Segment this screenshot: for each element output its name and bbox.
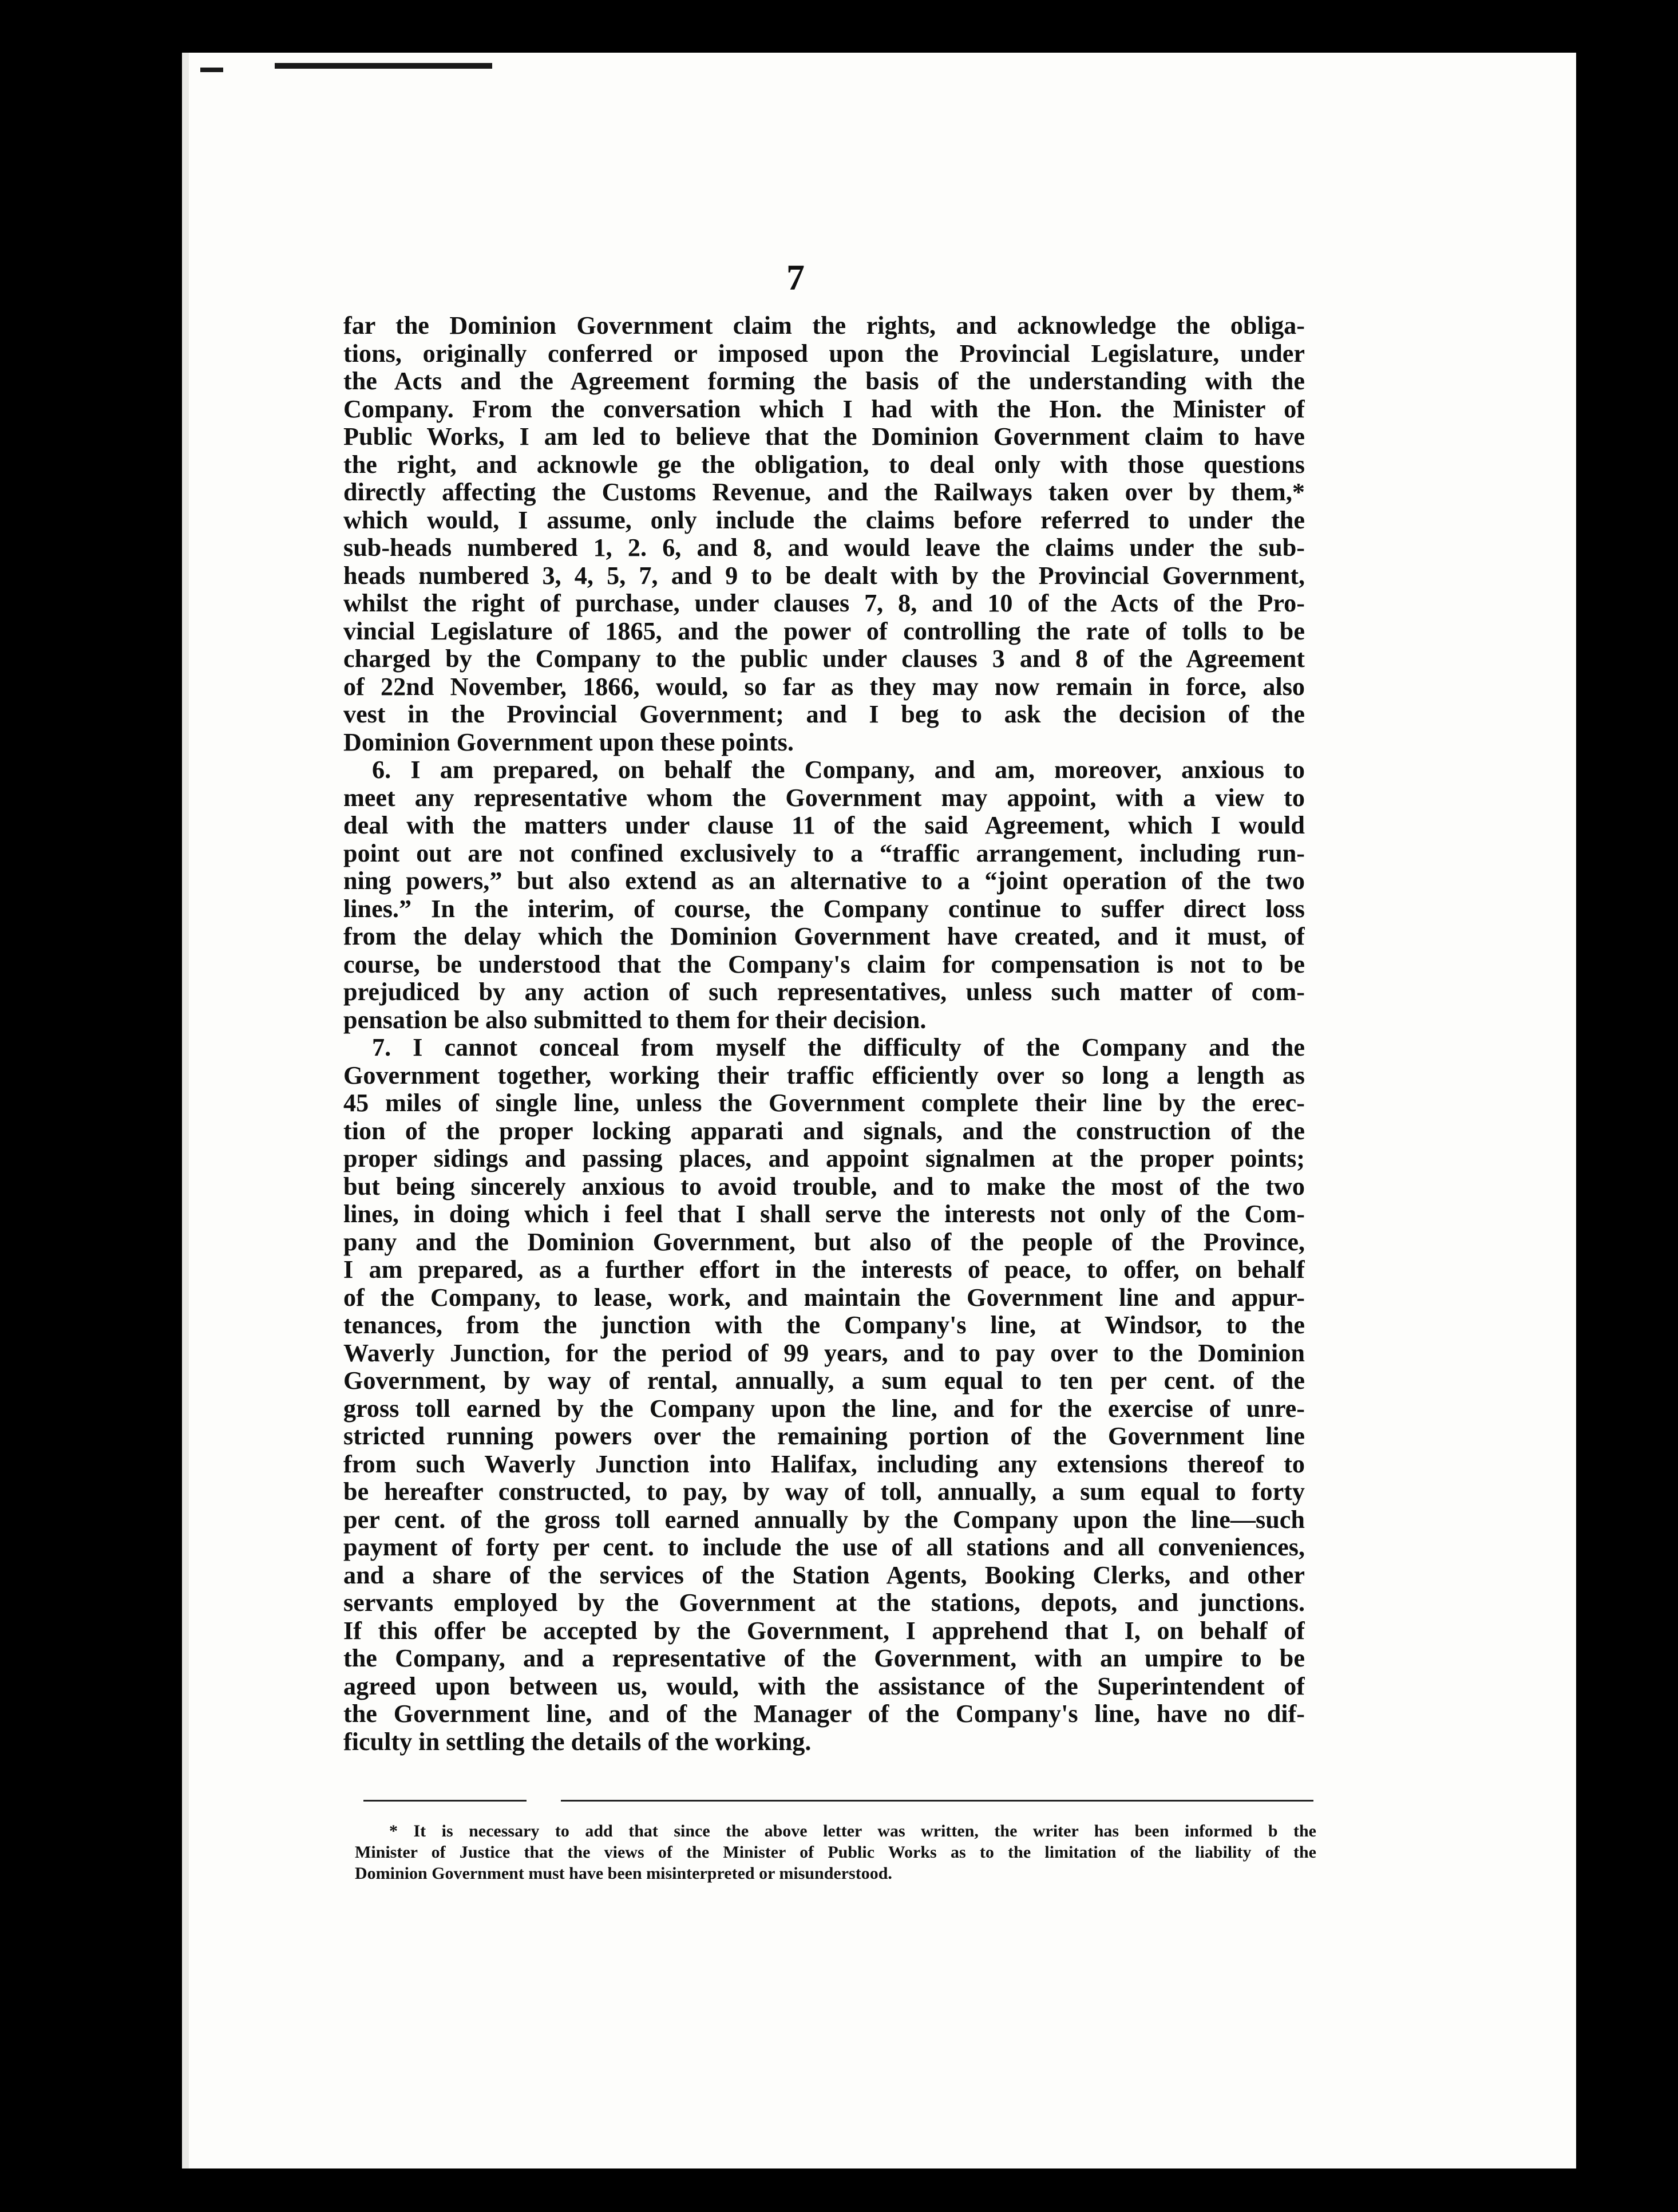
text-line: Waverly Junction, for the period of 99 years, and to pay over to the Dominion bbox=[343, 1339, 1305, 1367]
text-line: the Government line, and of the Manager of the Company's line, have no dif- bbox=[343, 1700, 1305, 1728]
text-line: tion of the proper locking apparati and signals, and the construction of the bbox=[343, 1117, 1305, 1145]
footnote-line: Minister of Justice that the views of the Minister of Public Works as to the limitation of the liability of the bbox=[355, 1843, 1316, 1862]
text-line: 6. I am prepared, on behalf the Company, and am, moreover, anxious to bbox=[372, 756, 1305, 784]
footnote-rule bbox=[561, 1800, 1313, 1802]
footnote-line: Dominion Government must have been misinterpreted or misunderstood. bbox=[355, 1864, 892, 1883]
text-line: meet any representative whom the Government may appoint, with a view to bbox=[343, 784, 1305, 812]
text-line: tions, originally conferred or imposed upon the Provincial Legislature, under bbox=[343, 339, 1305, 368]
text-line: from the delay which the Dominion Government have created, and it must, of bbox=[343, 923, 1305, 950]
page-number: 7 bbox=[786, 257, 805, 298]
text-line: proper sidings and passing places, and appoint signalmen at the proper points; bbox=[343, 1145, 1305, 1172]
text-line: far the Dominion Government claim the rights, and acknowledge the obliga- bbox=[343, 312, 1305, 339]
text-line: the Company, and a representative of the Government, with an umpire to be bbox=[343, 1645, 1305, 1672]
text-line: directly affecting the Customs Revenue, and the Railways taken over by them,* bbox=[343, 479, 1305, 506]
text-line: agreed upon between us, would, with the assistance of the Superintendent of bbox=[343, 1672, 1305, 1700]
text-line: Dominion Government upon these points. bbox=[343, 728, 794, 756]
text-line: vest in the Provincial Government; and I beg to ask the decision of the bbox=[343, 701, 1305, 728]
text-line: If this offer be accepted by the Government, I apprehend that I, on behalf of bbox=[343, 1617, 1305, 1645]
text-line: Public Works, I am led to believe that the Dominion Government claim to have bbox=[343, 423, 1305, 451]
text-line: and a share of the services of the Station Agents, Booking Clerks, and other bbox=[343, 1561, 1305, 1589]
text-line: tenances, from the junction with the Company's line, at Windsor, to the bbox=[343, 1312, 1305, 1339]
text-line: whilst the right of purchase, under clauses 7, 8, and 10 of the Acts of the Pro- bbox=[343, 590, 1305, 617]
text-line: point out are not confined exclusively to a “traffic arrangement, including run- bbox=[343, 839, 1305, 867]
text-line: gross toll earned by the Company upon the line, and for the exercise of unre- bbox=[343, 1395, 1305, 1423]
text-line: the Acts and the Agreement forming the basis of the understanding with the bbox=[343, 368, 1305, 395]
text-line: ficulty in settling the details of the working. bbox=[343, 1728, 812, 1756]
scan-mark bbox=[200, 68, 223, 72]
text-line: sub-heads numbered 1, 2. 6, and 8, and would leave the claims under the sub- bbox=[343, 534, 1305, 562]
text-line: 7. I cannot conceal from myself the difficulty of the Company and the bbox=[372, 1034, 1305, 1061]
text-line: of 22nd November, 1866, would, so far as they may now remain in force, also bbox=[343, 673, 1305, 701]
text-line: which would, I assume, only include the claims before referred to under the bbox=[343, 506, 1305, 534]
body-text bbox=[343, 312, 1305, 1756]
footnote-rule bbox=[363, 1800, 527, 1802]
text-line: deal with the matters under clause 11 of the said Agreement, which I would bbox=[343, 812, 1305, 839]
text-line: the right, and acknowle ge the obligation, to deal only with those questions bbox=[343, 451, 1305, 479]
text-line: I am prepared, as a further effort in the interests of peace, to offer, on behalf bbox=[343, 1256, 1305, 1283]
footnote-line: * It is necessary to add that since the above letter was written, the writer has been informed b the bbox=[389, 1822, 1316, 1840]
text-line: be hereafter constructed, to pay, by way of toll, annually, a sum equal to forty bbox=[343, 1478, 1305, 1506]
text-line: per cent. of the gross toll earned annually by the Company upon the line—such bbox=[343, 1506, 1305, 1534]
text-line: from such Waverly Junction into Halifax, including any extensions thereof to bbox=[343, 1450, 1305, 1478]
text-line: servants employed by the Government at the stations, depots, and junctions. bbox=[343, 1589, 1305, 1617]
text-line: prejudiced by any action of such representatives, unless such matter of com- bbox=[343, 978, 1305, 1006]
scan-mark bbox=[275, 63, 492, 69]
text-line: payment of forty per cent. to include the use of all stations and all conveniences, bbox=[343, 1534, 1305, 1561]
text-line: lines.” In the interim, of course, the Company continue to suffer direct loss bbox=[343, 895, 1305, 923]
text-line: charged by the Company to the public under clauses 3 and 8 of the Agreement bbox=[343, 645, 1305, 673]
footnote bbox=[355, 1820, 1316, 1884]
text-line: Government together, working their traffic efficiently over so long a length as bbox=[343, 1061, 1305, 1089]
text-line: of the Company, to lease, work, and maintain the Government line and appur- bbox=[343, 1283, 1305, 1312]
text-line: pany and the Dominion Government, but also of the people of the Province, bbox=[343, 1228, 1305, 1256]
text-line: but being sincerely anxious to avoid trouble, and to make the most of the two bbox=[343, 1172, 1305, 1200]
text-line: stricted running powers over the remaining portion of the Government line bbox=[343, 1423, 1305, 1450]
text-line: Company. From the conversation which I had with the Hon. the Minister of bbox=[343, 395, 1305, 423]
text-line: Government, by way of rental, annually, a sum equal to ten per cent. of the bbox=[343, 1367, 1305, 1395]
text-line: pensation be also submitted to them for their decision. bbox=[343, 1006, 927, 1034]
text-line: course, be understood that the Company's claim for compensation is not to be bbox=[343, 950, 1305, 978]
text-line: heads numbered 3, 4, 5, 7, and 9 to be dealt with by the Provincial Government, bbox=[343, 562, 1305, 590]
text-line: lines, in doing which i feel that I shall serve the interests not only of the Com- bbox=[343, 1200, 1305, 1228]
text-line: 45 miles of single line, unless the Government complete their line by the erec- bbox=[343, 1089, 1305, 1117]
text-line: vincial Legislature of 1865, and the power of controlling the rate of tolls to be bbox=[343, 617, 1305, 645]
text-line: ning powers,” but also extend as an alternative to a “joint operation of the two bbox=[343, 867, 1305, 895]
